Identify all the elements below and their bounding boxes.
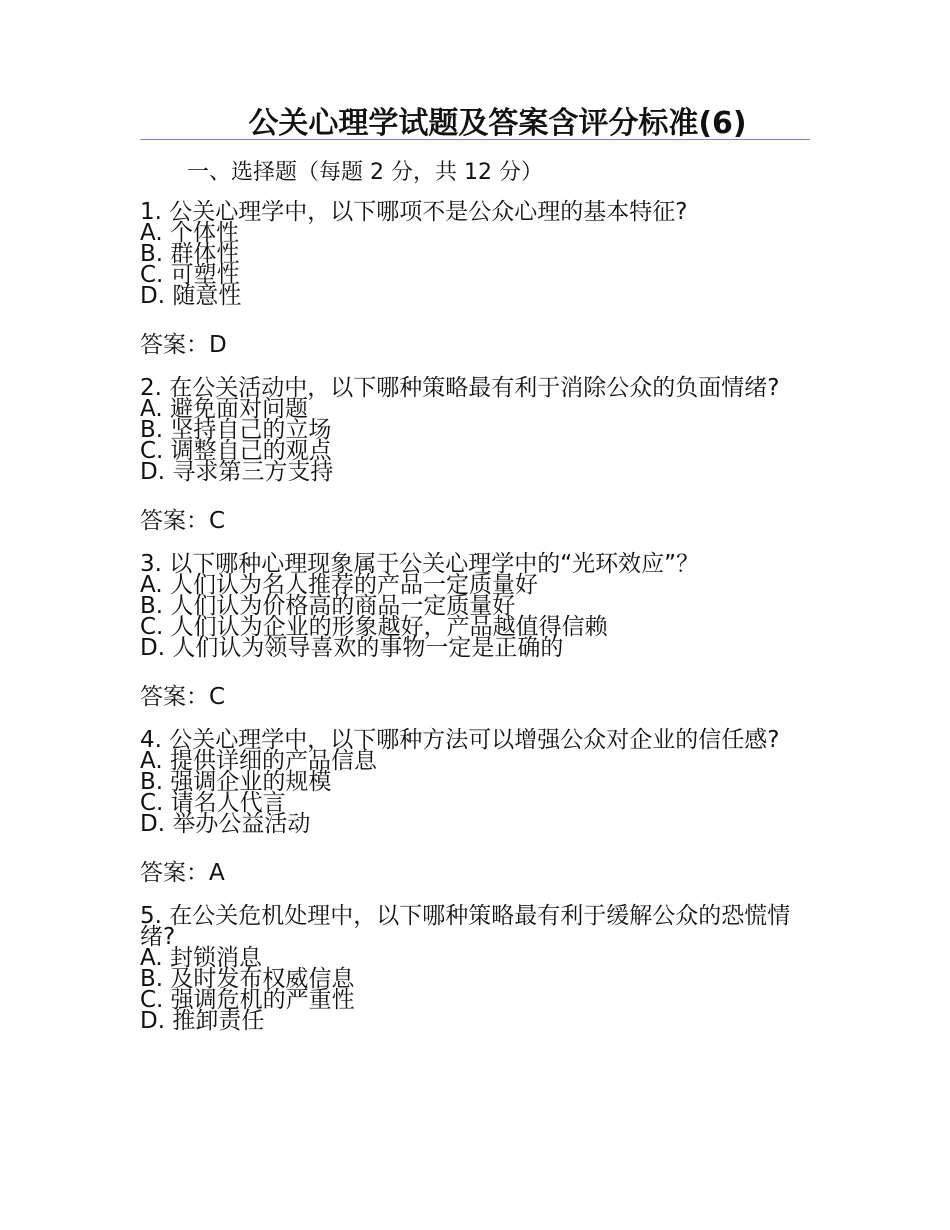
option-c: C. 人们认为企业的形象越好，产品越值得信赖 <box>140 614 608 640</box>
question-list <box>140 199 800 1034</box>
option-d: D. 举办公益活动 <box>140 811 311 837</box>
option-b: B. 人们认为价格高的商品一定质量好 <box>140 593 516 619</box>
option-a: A. 个体性 <box>140 220 239 246</box>
option-a: A. 避免面对问题 <box>140 396 308 422</box>
question-text: 4. 公关心理学中，以下哪种方法可以增强公众对企业的信任感? <box>140 727 780 753</box>
answer-text: 答案：C <box>140 508 226 534</box>
section-heading: 一、选择题（每题 2 分，共 12 分） <box>187 160 543 185</box>
title-underline <box>140 139 810 140</box>
question-text: 5. 在公关危机处理中，以下哪种策略最有利于缓解公众的恐慌情绪? <box>140 903 791 950</box>
option-c: C. 可塑性 <box>140 262 240 288</box>
question-2 <box>140 375 800 536</box>
option-d: D. 推卸责任 <box>140 1008 265 1034</box>
option-a: A. 封锁消息 <box>140 945 262 971</box>
question-3 <box>140 551 800 712</box>
option-d: D. 寻求第三方支持 <box>140 459 334 485</box>
document-title: 公关心理学试题及答案含评分标准(6) <box>248 106 747 141</box>
option-d: D. 随意性 <box>140 283 242 309</box>
answer-text: 答案：A <box>140 860 225 886</box>
question-text: 1. 公关心理学中，以下哪项不是公众心理的基本特征? <box>140 199 688 225</box>
option-b: B. 坚持自己的立场 <box>140 417 332 443</box>
question-1 <box>140 199 800 360</box>
option-c: C. 调整自己的观点 <box>140 438 332 464</box>
question-5 <box>140 903 800 1034</box>
question-4 <box>140 727 800 888</box>
option-a: A. 人们认为名人推荐的产品一定质量好 <box>140 572 538 598</box>
answer-text: 答案：C <box>140 684 226 710</box>
question-text: 3. 以下哪种心理现象属于公关心理学中的“光环效应”？ <box>140 551 700 577</box>
option-b: B. 及时发布权威信息 <box>140 966 355 992</box>
option-c: C. 请名人代言 <box>140 790 286 816</box>
option-c: C. 强调危机的严重性 <box>140 987 355 1013</box>
answer-text: 答案：D <box>140 332 227 358</box>
question-text: 2. 在公关活动中，以下哪种策略最有利于消除公众的负面情绪? <box>140 375 780 401</box>
option-b: B. 强调企业的规模 <box>140 769 332 795</box>
option-a: A. 提供详细的产品信息 <box>140 748 377 774</box>
option-d: D. 人们认为领导喜欢的事物一定是正确的 <box>140 635 564 661</box>
option-b: B. 群体性 <box>140 241 240 267</box>
